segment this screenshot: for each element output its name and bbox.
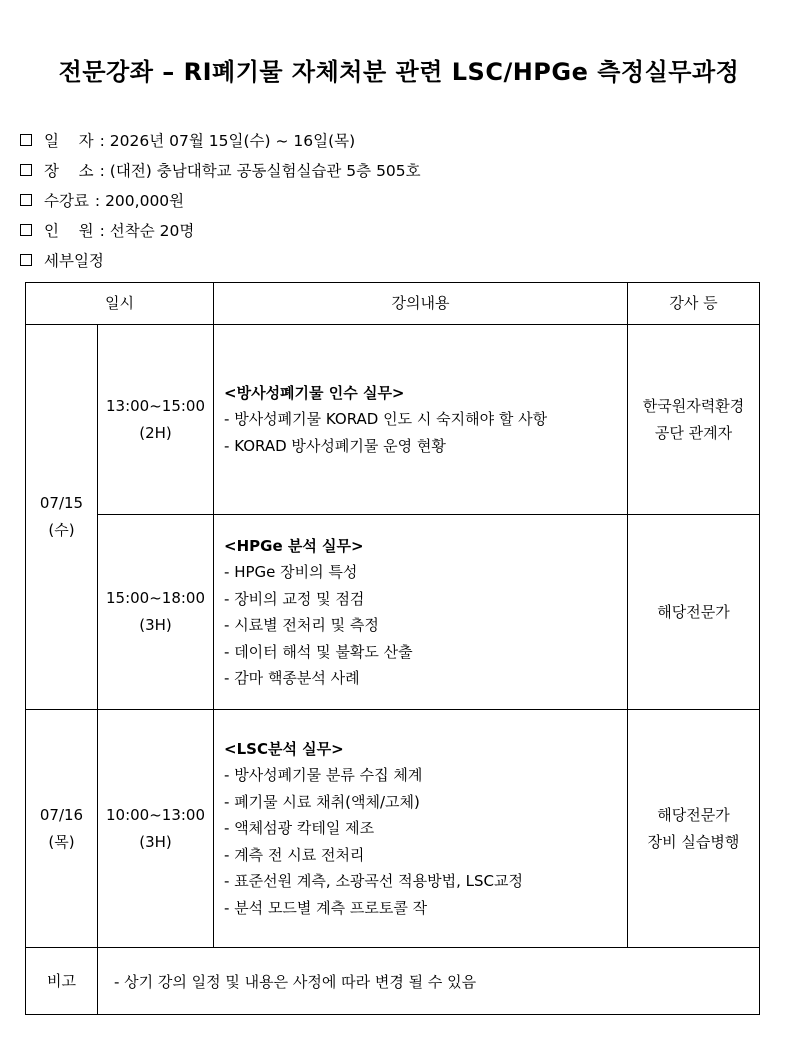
session-hours: (3H) <box>139 616 172 634</box>
instructor-line: 한국원자력환경 <box>642 396 745 415</box>
checkbox-icon <box>20 224 32 236</box>
instructor-line: 해당전문가 <box>657 602 730 621</box>
instructor-cell <box>628 515 760 710</box>
content-cell <box>214 710 628 948</box>
session-item: - 계측 전 시료 전처리 <box>224 845 365 864</box>
page-title: 전문강좌 – RI폐기물 자체처분 관련 LSC/HPGe 측정실무과정 <box>58 58 740 86</box>
day-cell <box>26 710 98 948</box>
info-value: : 200,000원 <box>94 192 185 210</box>
note-row <box>26 948 760 1015</box>
info-label: 인 원 <box>44 222 94 240</box>
session-item: - 데이터 해석 및 불확도 산출 <box>224 642 413 661</box>
time-cell <box>98 515 214 710</box>
session-hours: (2H) <box>139 423 172 442</box>
info-value: : 2026년 07월 15일(수) ~ 16일(목) <box>99 132 356 150</box>
session-time: 13:00~15:00 <box>105 396 206 415</box>
checkbox-icon <box>20 134 32 146</box>
session-item: - 분석 모드별 계측 프로토콜 작 <box>224 898 428 917</box>
session-item: - HPGe 장비의 특성 <box>224 563 358 581</box>
instructor-cell <box>628 710 760 948</box>
time-cell <box>98 710 214 948</box>
info-value: : (대전) 충남대학교 공동실험실습관 5층 505호 <box>99 162 421 180</box>
info-label: 일 자 <box>44 132 94 150</box>
checkbox-icon <box>20 164 32 176</box>
header-date-time: 일시 <box>26 283 214 325</box>
session-item: - KORAD 방사성폐기물 운영 현황 <box>224 436 446 455</box>
table-header-row <box>26 283 760 325</box>
table-row <box>26 515 760 710</box>
note-text: - 상기 강의 일정 및 내용은 사정에 따라 변경 될 수 있음 <box>98 948 760 1015</box>
day-weekday: (수) <box>48 521 75 539</box>
schedule-table <box>25 282 760 1015</box>
session-hours: (3H) <box>139 832 172 851</box>
note-label: 비고 <box>26 948 98 1015</box>
course-info-list <box>20 125 421 275</box>
info-label: 세부일정 <box>44 252 104 270</box>
table-row <box>26 710 760 948</box>
time-cell <box>98 325 214 515</box>
info-label: 장 소 <box>44 162 94 180</box>
header-content: 강의내용 <box>214 283 628 325</box>
session-item: - 표준선원 계측, 소광곡선 적용방법, LSC교정 <box>224 872 523 891</box>
checkbox-icon <box>20 254 32 266</box>
info-row-schedule <box>20 245 421 275</box>
instructor-line: 해당전문가 <box>657 805 730 824</box>
info-row-capacity <box>20 215 421 245</box>
table-row <box>26 325 760 515</box>
session-time: 10:00~13:00 <box>105 805 206 824</box>
info-row-date <box>20 125 421 155</box>
session-item: - 액체섬광 칵테일 제조 <box>224 819 375 838</box>
session-item: - 장비의 교정 및 점검 <box>224 589 365 608</box>
info-row-location <box>20 155 421 185</box>
session-item: - 감마 핵종분석 사례 <box>224 669 360 687</box>
session-time: 15:00~18:00 <box>105 589 206 607</box>
instructor-line: 공단 관계자 <box>654 423 733 442</box>
session-item: - 방사성폐기물 KORAD 인도 시 숙지해야 할 사항 <box>224 410 548 429</box>
session-heading: <HPGe 분석 실무> <box>224 536 364 555</box>
session-item: - 시료별 전처리 및 측정 <box>224 616 379 634</box>
info-label: 수강료 <box>44 192 89 210</box>
content-cell <box>214 515 628 710</box>
checkbox-icon <box>20 194 32 206</box>
info-row-fee <box>20 185 421 215</box>
instructor-cell <box>628 325 760 515</box>
content-cell <box>214 325 628 515</box>
header-instructor: 강사 등 <box>628 283 760 325</box>
day-date: 07/16 <box>39 805 84 824</box>
session-item: - 방사성폐기물 분류 수집 체계 <box>224 766 423 785</box>
info-value: : 선착순 20명 <box>99 222 195 240</box>
session-heading: <LSC분석 실무> <box>224 739 344 758</box>
session-heading: <방사성폐기물 인수 실무> <box>224 383 405 402</box>
instructor-line: 장비 실습병행 <box>647 832 740 851</box>
day-weekday: (목) <box>48 832 75 851</box>
day-date: 07/15 <box>39 494 84 512</box>
session-item: - 폐기물 시료 채취(액체/고체) <box>224 792 420 811</box>
day-cell <box>26 325 98 710</box>
